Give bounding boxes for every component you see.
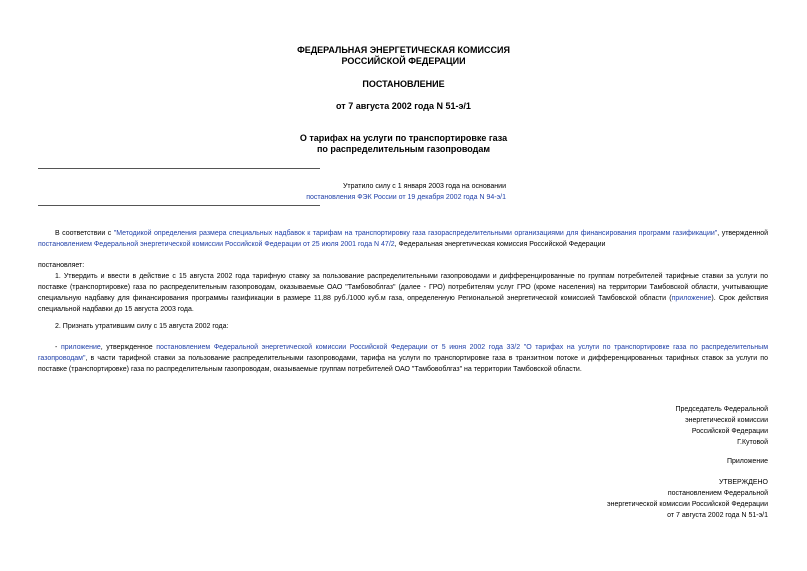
signature-line3: Российской Федерации bbox=[691, 428, 768, 435]
status-note bbox=[240, 181, 506, 203]
status-note-link[interactable]: постановления ФЭК России от 19 декабря 2002 года N 94-э/1 bbox=[306, 194, 506, 201]
document-date-number: от 7 августа 2002 года N 51-э/1 bbox=[336, 101, 471, 111]
preamble-text-3: , Федеральная энергетическая комиссия Российской Федерации bbox=[394, 241, 606, 248]
item-1-text-1: 1. Утвердить и ввести в действие с 15 августа 2002 года тарифную ставку за пользование распределительными газопроводами и дифференцированные по группам потребителей тарифные ставки за услуги по поставке (транспортировке) газа по распределительным газопроводам, оказываемые ОАО "Тамбовоблгаз" (далее - ГРО) потребителям услуг ГРО (кроме населения) на территории Тамбовской области, учитывающие специальную надбавку для финансирования программы газификации в размере 11,88 руб./1000 куб.м газа, определенную Региональной энергетической комиссией Тамбовской области ( bbox=[38, 273, 768, 302]
document-title-line2: по распределительным газопроводам bbox=[316, 144, 490, 154]
document-title-line1: О тарифах на услуги по транспортировке газа bbox=[299, 133, 508, 143]
document-type: ПОСТАНОВЛЕНИЕ bbox=[362, 79, 445, 89]
approved-label: УТВЕРЖДЕНО bbox=[718, 479, 768, 486]
signatory-name: Г.Кутовой bbox=[737, 439, 768, 446]
bullet-text-4: , в части тарифной ставки за пользование распределительными газопроводами, тарифа на услуги по транспортировке газа в транзитном потоке и дифференцированных тарифных ставок за услуги по поставке (транспортировке) газа по распределительным газопроводам, оказываемые группам потребителей ОАО "Тамбовоблгаз" на территории Тамбовской области. bbox=[38, 355, 768, 373]
resolves-text: постановляет: bbox=[38, 262, 85, 269]
bullet-appendix-link[interactable]: приложение bbox=[60, 344, 101, 351]
signature-line2: энергетической комиссии bbox=[685, 417, 768, 424]
signature-block bbox=[675, 404, 768, 448]
status-note-text: Утратило силу с 1 января 2003 года на основании bbox=[342, 183, 506, 190]
resolution-47-2-link[interactable]: постановлением Федеральной энергетической комиссии Российской Федерации от 25 июля 2001 года N 47/2 bbox=[38, 241, 395, 248]
agency-name-line1: ФЕДЕРАЛЬНАЯ ЭНЕРГЕТИЧЕСКАЯ КОМИССИЯ bbox=[297, 45, 510, 55]
approval-line3: от 7 августа 2002 года N 51-э/1 bbox=[667, 512, 768, 519]
divider-bottom bbox=[38, 205, 320, 206]
divider-top bbox=[38, 168, 320, 169]
resolution-33-2-link[interactable]: постановлением Федеральной энергетической комиссии Российской Федерации от 5 июня 2002 года 33/2 bbox=[156, 344, 521, 351]
approval-block bbox=[607, 477, 768, 521]
item-1-text-3: Срок действия специальной надбавки до 15 августа 2003 года. bbox=[38, 295, 768, 313]
bullet-text-1: - bbox=[55, 344, 61, 351]
methodology-link[interactable]: "Методикой определения размера специальных надбавок к тарифам на транспортировку газа газораспределительными организациями для финансирования программ газификации" bbox=[113, 230, 718, 237]
item-1-text-2: ). bbox=[711, 295, 716, 302]
preamble-text-2: , утвержденной bbox=[717, 230, 769, 237]
appendix-link[interactable]: приложение bbox=[671, 295, 712, 302]
approval-line1: постановлением Федеральной bbox=[667, 490, 768, 497]
item-2-bullet-paragraph bbox=[38, 342, 768, 375]
preamble-paragraph bbox=[38, 228, 768, 250]
approval-line2: энергетической комиссии Российской Федерации bbox=[607, 501, 768, 508]
signature-line1: Председатель Федеральной bbox=[675, 406, 768, 413]
tariffs-resolution-title-link[interactable]: "О тарифах на услуги по транспортировке газа по распределительным газопроводам" bbox=[38, 344, 769, 362]
item-1-paragraph bbox=[38, 271, 768, 315]
item-2-text: 2. Признать утратившим силу с 15 августа 2002 года: bbox=[55, 323, 229, 330]
preamble-text-1: В соответствии с bbox=[55, 230, 114, 237]
appendix-label: Приложение bbox=[726, 458, 768, 465]
bullet-text-2: , утвержденное bbox=[100, 344, 157, 351]
agency-name-line2: РОССИЙСКОЙ ФЕДЕРАЦИИ bbox=[341, 56, 466, 66]
